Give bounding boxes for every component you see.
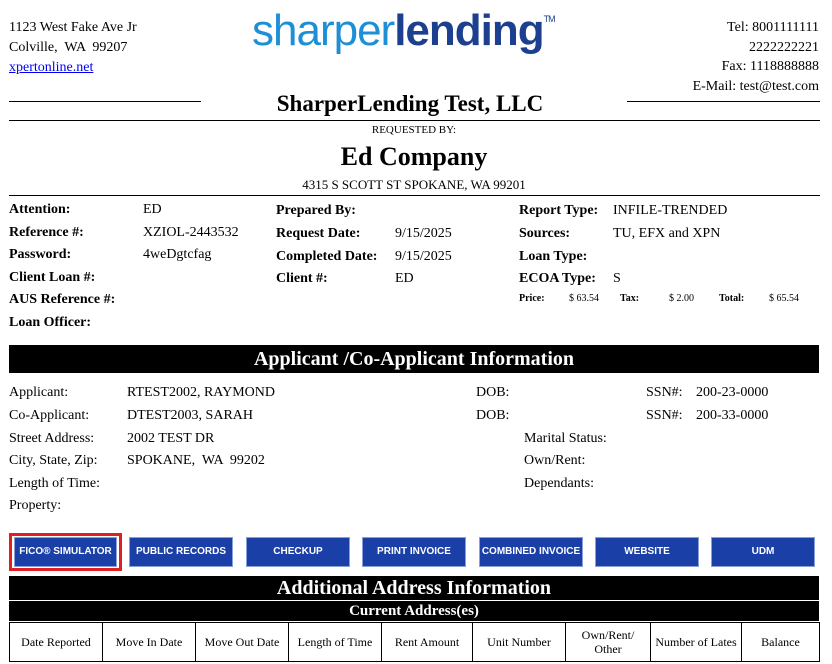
reference-label: Reference #:: [9, 225, 84, 240]
report-type-value: INFILE-TRENDED: [613, 203, 728, 218]
sources-label: Sources:: [519, 226, 571, 241]
client-number-label: Client #:: [276, 271, 328, 286]
requested-by-label: REQUESTED BY:: [371, 124, 457, 136]
ecoa-type-label: ECOA Type:: [519, 271, 596, 286]
request-date-value: 9/15/2025: [395, 226, 452, 241]
property-label: Property:: [9, 498, 62, 513]
company-fax: Fax: 1118888888: [721, 59, 819, 74]
street-value: 2002 TEST DR: [127, 431, 215, 446]
tax-value: $ 2.00: [669, 293, 694, 304]
company-tel: Tel: 8001111111: [727, 20, 819, 35]
print-invoice-button[interactable]: PRINT INVOICE: [362, 537, 466, 567]
password-value: 4weDgtcfag: [143, 247, 212, 262]
requester-name: Ed Company: [340, 142, 488, 171]
coapplicant-ssn-label: SSN#:: [646, 408, 683, 423]
column-header: Unit Number: [473, 623, 566, 662]
dependants-label: Dependants:: [524, 476, 594, 491]
own-rent-label: Own/Rent:: [524, 453, 586, 468]
attention-value: ED: [143, 202, 162, 217]
report-type-label: Report Type:: [519, 203, 599, 218]
total-value: $ 65.54: [769, 293, 799, 304]
tax-label: Tax:: [620, 293, 640, 304]
reference-value: XZIOL-2443532: [143, 225, 239, 240]
street-label: Street Address:: [9, 431, 95, 446]
prepared-by-label: Prepared By:: [276, 203, 356, 218]
length-of-time-label: Length of Time:: [9, 476, 101, 491]
applicant-label: Applicant:: [9, 385, 69, 400]
aus-reference-label: AUS Reference #:: [9, 292, 116, 307]
requester-address: 4315 S SCOTT ST SPOKANE, WA 99201: [302, 177, 526, 192]
completed-date-value: 9/15/2025: [395, 249, 452, 264]
column-header: Move In Date: [103, 623, 196, 662]
password-label: Password:: [9, 247, 72, 262]
coapplicant-dob-label: DOB:: [476, 408, 510, 423]
client-loan-label: Client Loan #:: [9, 270, 96, 285]
loan-type-label: Loan Type:: [519, 249, 588, 264]
company-email: E-Mail: test@test.com: [692, 79, 819, 94]
requester-rule: [9, 195, 820, 196]
header-rule: [9, 120, 820, 121]
coapplicant-label: Co-Applicant:: [9, 408, 90, 423]
sources-value: TU, EFX and XPN: [613, 226, 721, 241]
checkup-button[interactable]: CHECKUP: [246, 537, 350, 567]
client-number-value: ED: [395, 271, 414, 286]
loan-officer-label: Loan Officer:: [9, 315, 92, 330]
company-tel2: 2222222221: [749, 40, 819, 55]
column-header: Own/Rent/ Other: [566, 623, 651, 662]
price-value: $ 63.54: [569, 293, 599, 304]
request-date-label: Request Date:: [276, 226, 361, 241]
udm-button[interactable]: UDM: [711, 537, 815, 567]
price-label: Price:: [519, 293, 545, 304]
company-address-line1: 1123 West Fake Ave Jr: [9, 20, 137, 35]
attention-label: Attention:: [9, 202, 71, 217]
marital-status-label: Marital Status:: [524, 431, 607, 446]
coapplicant-value: DTEST2003, SARAH: [127, 408, 254, 423]
total-label: Total:: [719, 293, 745, 304]
company-name: SharperLending Test, LLC: [276, 91, 544, 116]
column-header: Move Out Date: [196, 623, 289, 662]
additional-address-header: Additional Address Information: [9, 576, 819, 600]
applicant-section-header: Applicant /Co-Applicant Information: [9, 345, 819, 373]
column-header: Length of Time: [289, 623, 382, 662]
applicant-ssn-value: 200-23-0000: [696, 385, 769, 400]
ecoa-type-value: S: [613, 271, 621, 286]
sharperlending-logo: sharperlending™: [252, 6, 555, 55]
website-button[interactable]: WEBSITE: [595, 537, 699, 567]
applicant-ssn-label: SSN#:: [646, 385, 683, 400]
current-addresses-subheader: Current Address(es): [9, 601, 819, 621]
applicant-value: RTEST2002, RAYMOND: [127, 385, 275, 400]
fico-simulator-button[interactable]: FICO® SIMULATOR: [14, 537, 117, 567]
coapplicant-ssn-value: 200-33-0000: [696, 408, 769, 423]
company-address-line2: Colville, WA 99207: [9, 40, 128, 55]
company-website-link[interactable]: xpertonline.net: [9, 60, 94, 75]
city-value: SPOKANE, WA 99202: [127, 453, 265, 468]
city-label: City, State, Zip:: [9, 453, 98, 468]
applicant-dob-label: DOB:: [476, 385, 510, 400]
column-header: Rent Amount: [382, 623, 473, 662]
combined-invoice-button[interactable]: COMBINED INVOICE: [479, 537, 583, 567]
column-header: Number of Lates: [651, 623, 742, 662]
completed-date-label: Completed Date:: [276, 249, 378, 264]
current-address-table: [9, 622, 820, 662]
public-records-button[interactable]: PUBLIC RECORDS: [129, 537, 233, 567]
column-header: Date Reported: [10, 623, 103, 662]
table-header-row: [10, 623, 820, 662]
column-header: Balance: [742, 623, 820, 662]
